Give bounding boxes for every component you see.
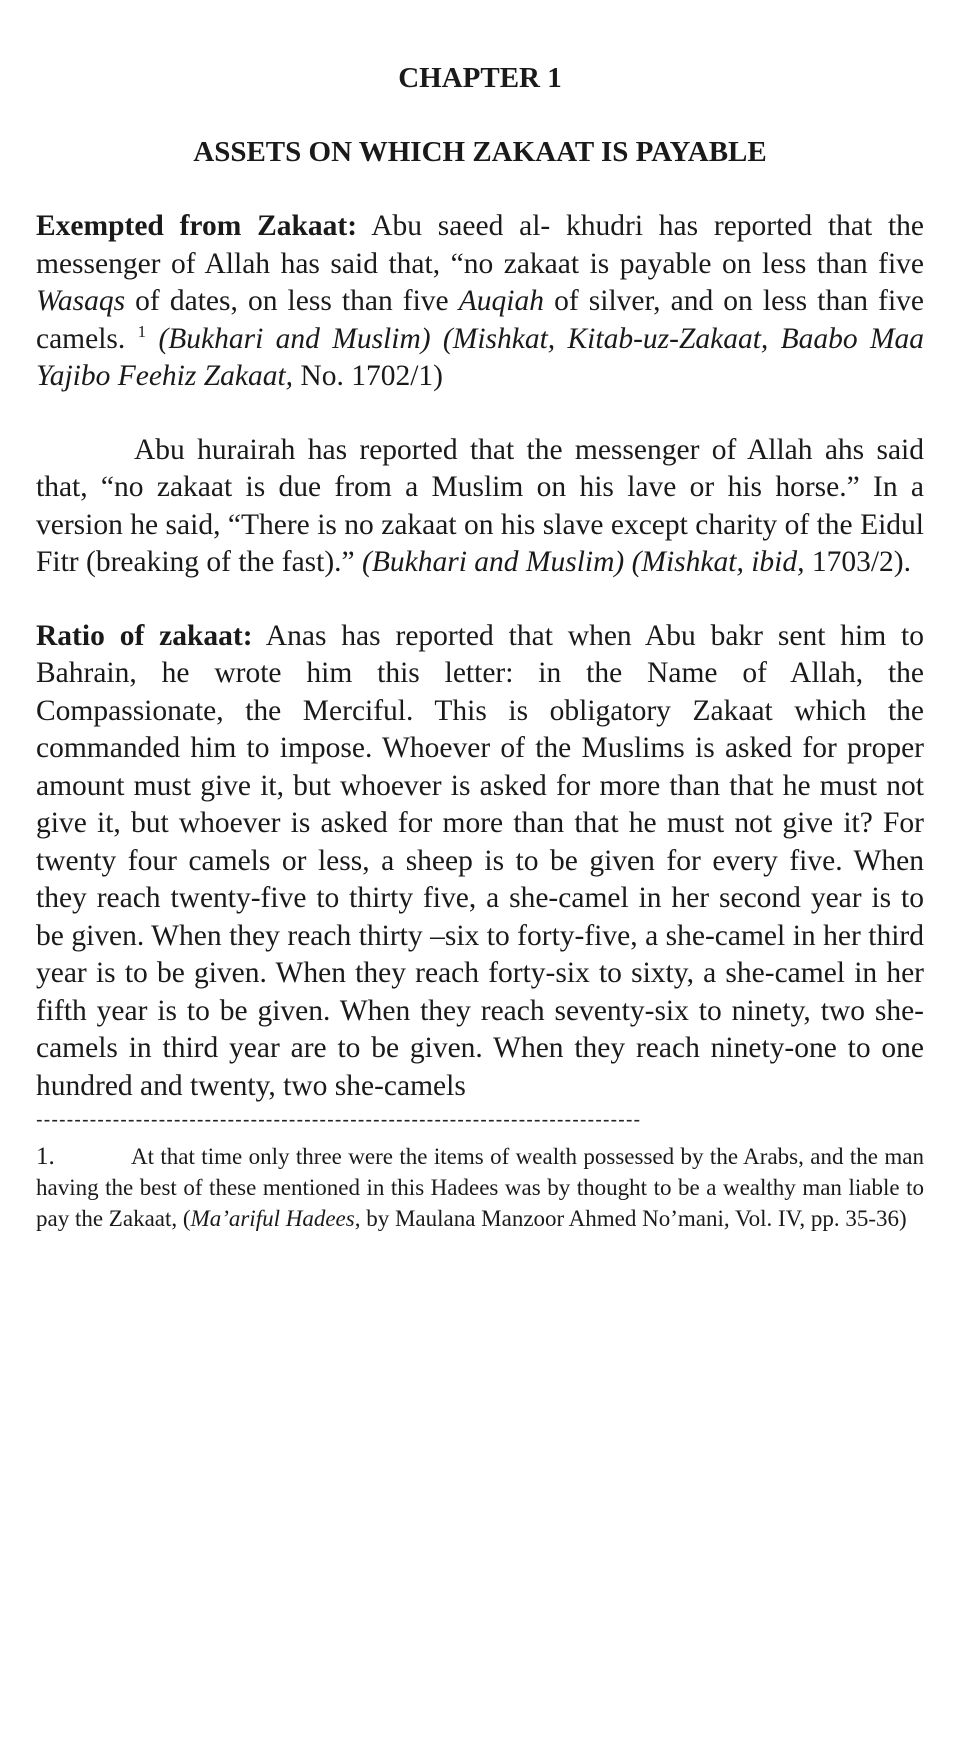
footnote-reference: 1 (137, 321, 147, 341)
footnote-text: , by Maulana Manzoor Ahmed No’mani, Vol. IV, pp. 35-36) (354, 1206, 907, 1231)
citation-reference: (Mishkat, ibid, (631, 546, 805, 578)
italic-term: Auqiah (458, 285, 544, 317)
footnote-book-title: Ma’ariful Hadees (190, 1206, 355, 1231)
paragraph-exempted-from-zakaat (36, 208, 924, 396)
chapter-title: CHAPTER 1 (398, 62, 562, 94)
citation-number: No. 1702/1) (293, 360, 443, 392)
footnote-number: 1. (36, 1143, 55, 1170)
paragraph-ratio-of-zakaat (36, 618, 924, 1106)
citation-number: 1703/2). (804, 546, 912, 578)
paragraph-text: Anas has reported that when Abu bakr sent him to Bahrain, he wrote him this letter: in the Name of Allah, the Compassionate, the Merciful. This is obligatory Zakaat which the commanded him to impose. Whoever of the Muslims is asked for proper amount must give it, but whoever is asked for more than that he must not give it, but whoever is asked for more than that he must not give it? For twenty four camels or less, a sheep is to be given for every five. When they reach twenty-five to thirty five, a she-camel in her second year is to be given. When they reach thirty –six to forty-five, a she-camel in her third year is to be given. When they reach forty-six to sixty, a she-camel in her fifth year is to be given. When they reach seventy-six to ninety, two she-camels in third year are to be given. When they reach ninety-one to one hundred and twenty, two she-camels (36, 619, 924, 1102)
italic-term: Wasaqs (36, 285, 126, 317)
paragraph-abu-hurairah (36, 432, 924, 582)
footnote-separator: ------------------------------------------------------------------------------- (36, 1109, 642, 1131)
footnote (36, 1141, 924, 1234)
paragraph-text: of dates, on less than five (125, 285, 459, 317)
paragraph-text: Abu hurairah has reported that the messenger of Allah ahs said that, “no zakaat is due from a Muslim on his lave or his horse.” In a version he said, “There is no zakaat on his slave except charity of the Eidul Fitr (breaking of the fast).” (36, 433, 924, 578)
paragraph-text: of silver, and on less than five camels. (36, 285, 924, 355)
citation-source: (Bukhari and Muslim) (158, 322, 431, 355)
paragraph-text (146, 323, 158, 355)
paragraph-text (624, 546, 631, 578)
paragraph-text: Abu saeed al- khudri has reported that the messenger of Allah has said that, “no zakaat is payable on less than five (36, 210, 925, 280)
citation-source: (Bukhari and Muslim) (362, 546, 625, 578)
section-heading: ASSETS ON WHICH ZAKAAT IS PAYABLE (193, 136, 767, 168)
paragraph-lead: Ratio of zakaat: (36, 619, 253, 652)
citation-reference: (Mishkat, Kitab-uz-Zakaat, Baabo Maa Yajibo Feehiz Zakaat, (36, 322, 925, 392)
paragraph-text (431, 323, 443, 355)
footnote-text: At that time only three were the items of wealth possessed by the Arabs, and the man having the best of these mentioned in this Hadees was by thought to be a wealthy man liable to pay the Zakaat, ( (36, 1144, 924, 1231)
document-page (36, 60, 924, 1257)
paragraph-lead: Exempted from Zakaat: (36, 210, 358, 242)
